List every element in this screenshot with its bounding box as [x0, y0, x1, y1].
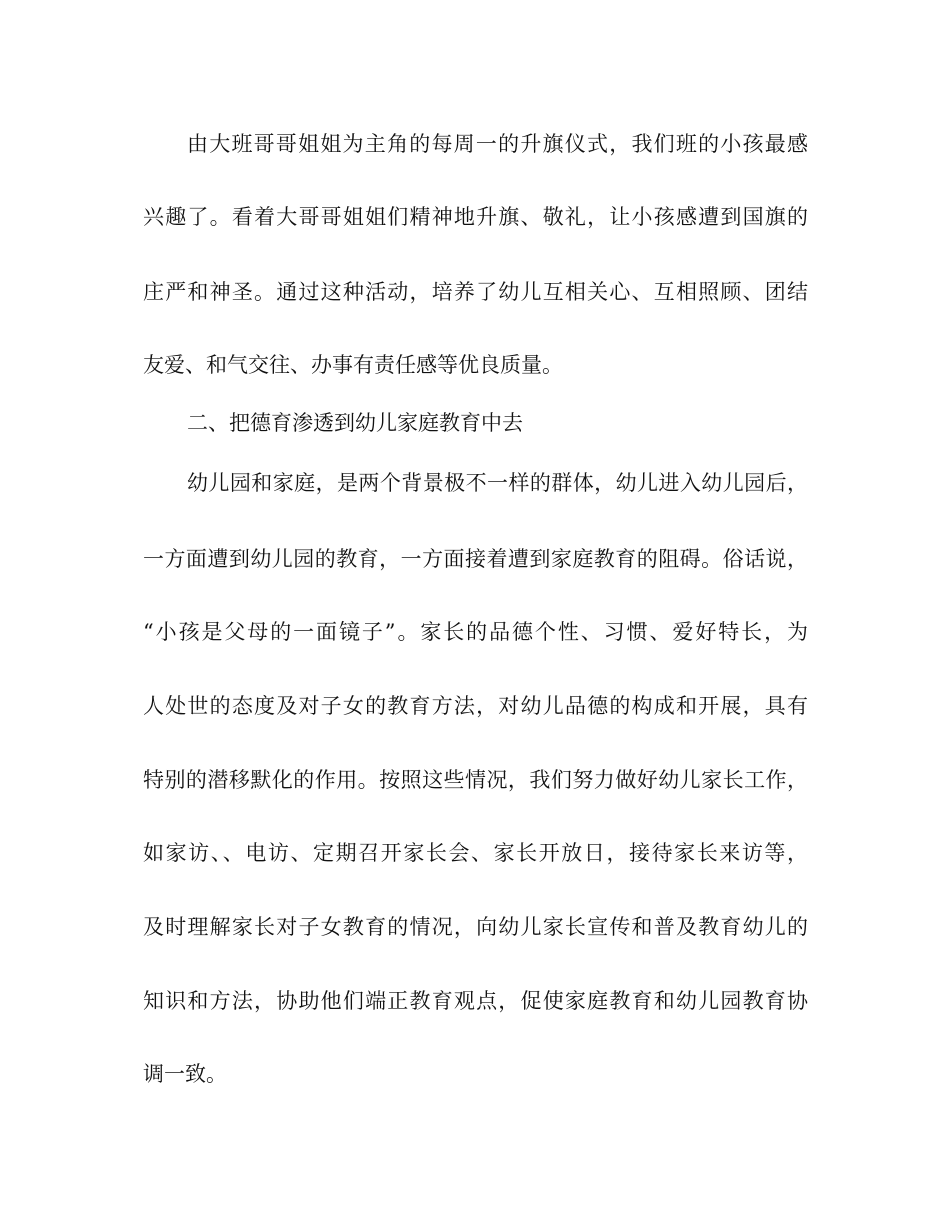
paragraph-line: 幼儿园和家庭，是两个背景极不一样的群体，幼儿进入幼儿园后，	[187, 471, 808, 495]
paragraph-line: 知识和方法，协助他们端正教育观点，促使家庭教育和幼儿园教育协	[143, 989, 808, 1013]
paragraph-line: 庄严和神圣。通过这种活动，培养了幼儿互相关心、互相照顾、团结	[143, 280, 808, 304]
paragraph-line: “小孩是父母的一面镜子”。家长的品德个性、习惯、爱好特长，为	[143, 620, 808, 644]
paragraph-line: 调一致。	[143, 1062, 227, 1086]
paragraph-line: 特别的潜移默化的作用。按照这些情况，我们努力做好幼儿家长工作，	[143, 768, 808, 792]
paragraph-line: 人处世的态度及对子女的教育方法，对幼儿品德的构成和开展，具有	[143, 694, 808, 718]
paragraph-line: 如家访、、电访、定期召开家长会、家长开放日，接待家长来访等，	[143, 841, 808, 865]
paragraph-line: 兴趣了。看着大哥哥姐姐们精神地升旗、敬礼，让小孩感遭到国旗的	[143, 205, 808, 229]
paragraph-line: 由大班哥哥姐姐为主角的每周一的升旗仪式，我们班的小孩最感	[187, 132, 808, 156]
paragraph-line: 及时理解家长对子女教育的情况，向幼儿家长宣传和普及教育幼儿的	[143, 915, 808, 939]
section-heading: 二、把德育渗透到幼儿家庭教育中去	[187, 411, 523, 435]
paragraph-line: 一方面遭到幼儿园的教育，一方面接着遭到家庭教育的阻碍。俗话说，	[143, 547, 808, 571]
paragraph-line: 友爱、和气交往、办事有责任感等优良质量。	[143, 353, 563, 377]
